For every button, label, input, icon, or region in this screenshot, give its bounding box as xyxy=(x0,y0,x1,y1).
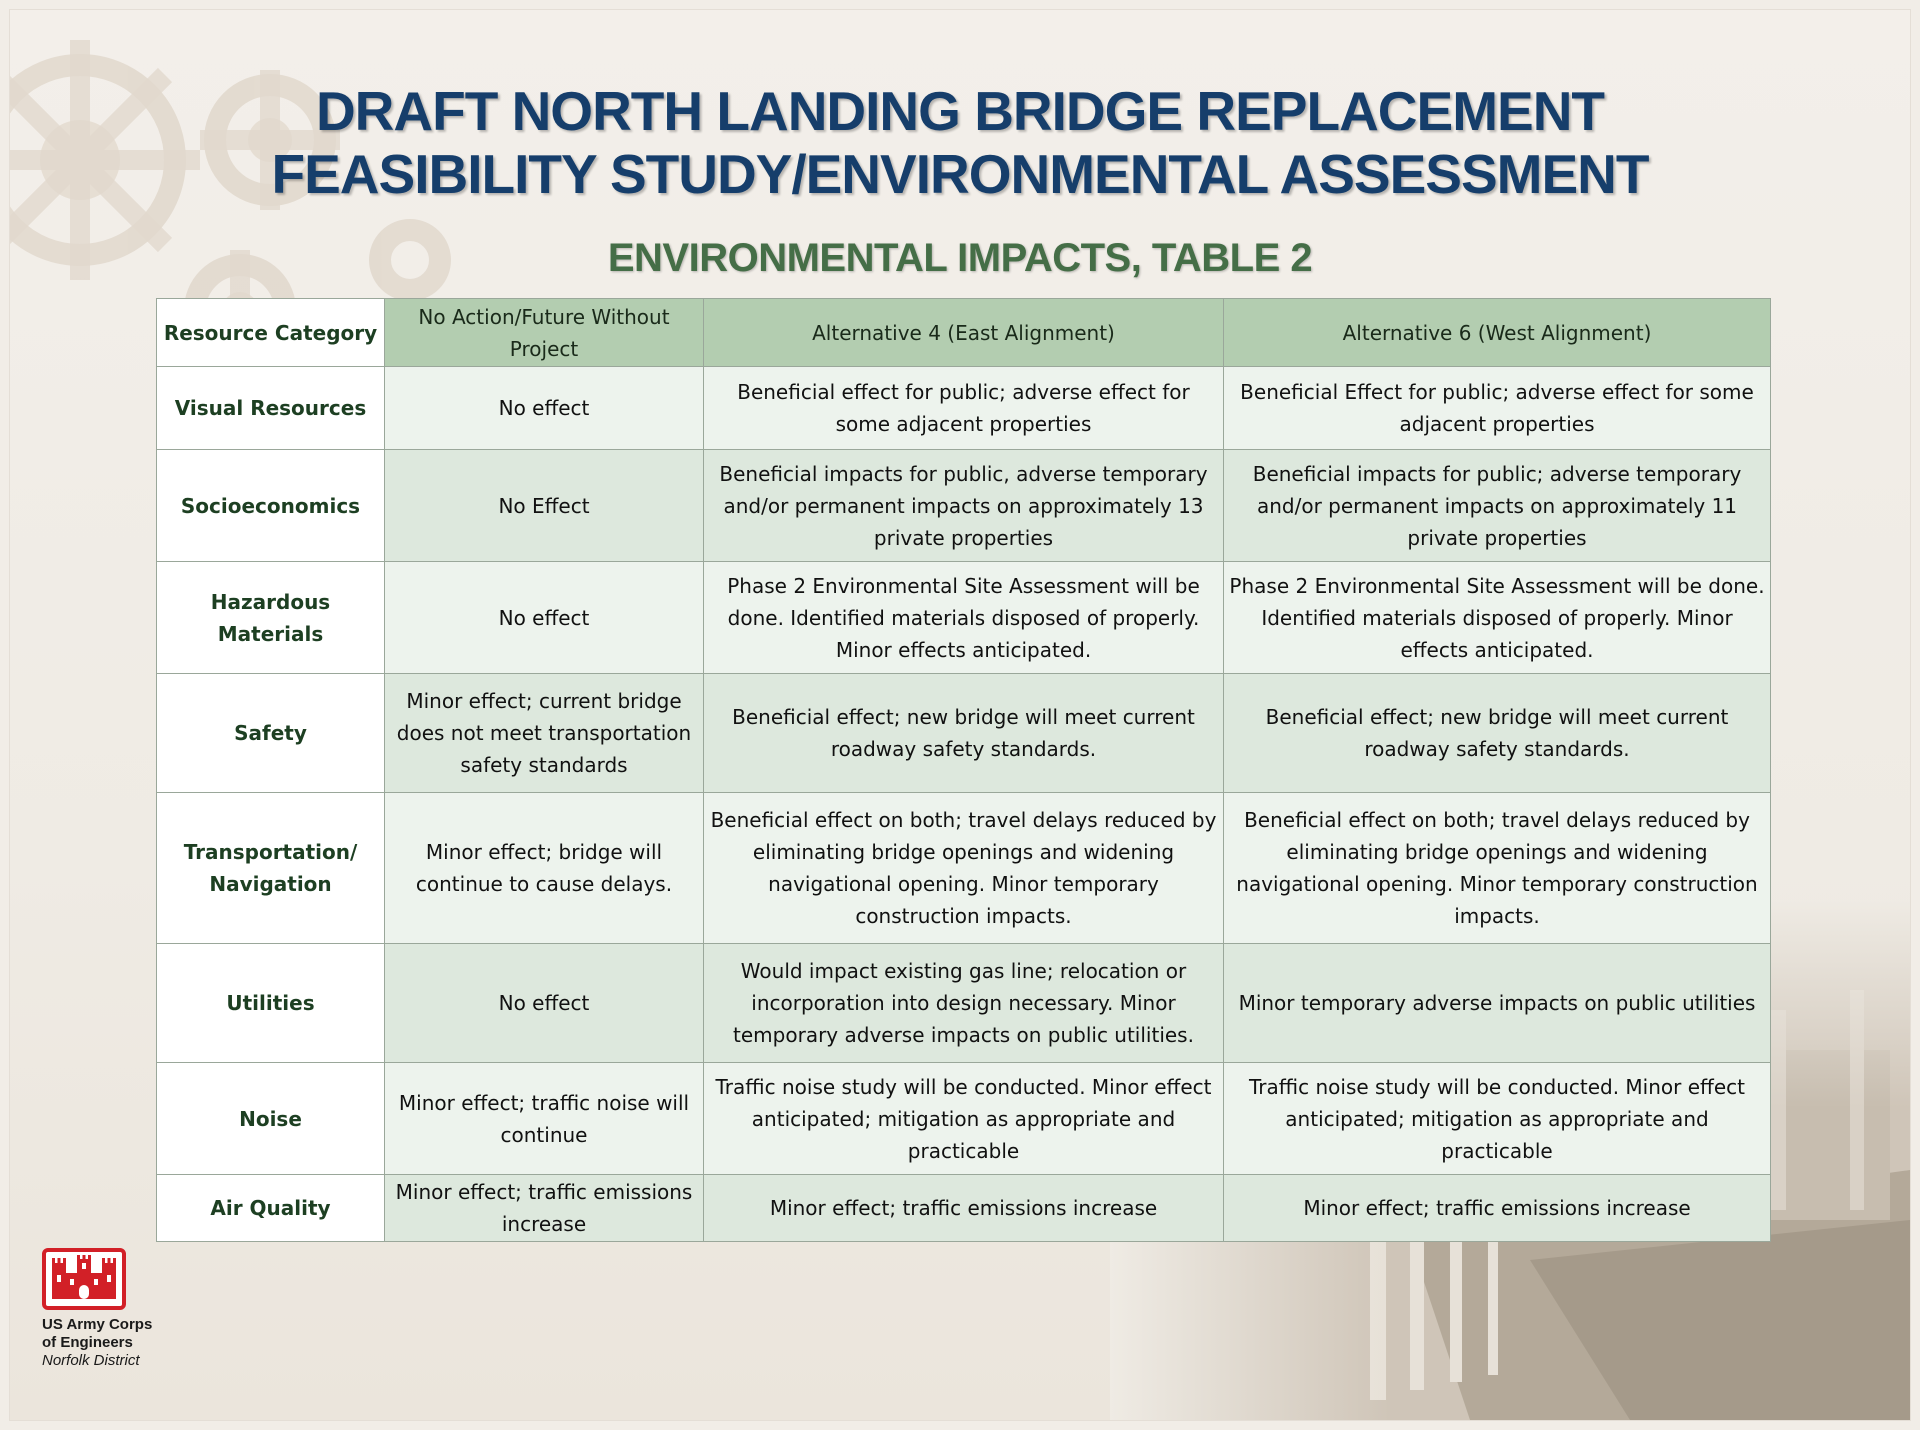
cell-alternative-6: Beneficial impacts for public; adverse temporary and/or permanent impacts on approximately 11 private properties xyxy=(1224,450,1771,562)
cell-alternative-4: Beneficial effect on both; travel delays reduced by eliminating bridge openings and widening navigational opening. Minor temporary construction impacts. xyxy=(704,793,1224,944)
cell-no-action: Minor effect; bridge will continue to cause delays. xyxy=(385,793,704,944)
page-title xyxy=(10,80,1910,206)
environmental-impacts-table xyxy=(156,298,1771,1242)
table-row xyxy=(157,367,1771,450)
page-subtitle: ENVIRONMENTAL IMPACTS, TABLE 2 xyxy=(607,236,1313,280)
cell-alternative-4: Beneficial effect; new bridge will meet current roadway safety standards. xyxy=(704,674,1224,793)
usace-logo xyxy=(42,1248,152,1370)
cell-alternative-4: Phase 2 Environmental Site Assessment will be done. Identified materials disposed of properly. Minor effects anticipated. xyxy=(704,562,1224,674)
logo-line-3: Norfolk District xyxy=(42,1352,140,1369)
row-category: Air Quality xyxy=(157,1175,385,1242)
table-header-row xyxy=(157,299,1771,367)
cell-alternative-4: Beneficial effect for public; adverse effect for some adjacent properties xyxy=(704,367,1224,450)
cell-alternative-6: Traffic noise study will be conducted. Minor effect anticipated; mitigation as appropriate and practicable xyxy=(1224,1063,1771,1175)
cell-no-action: Minor effect; traffic emissions increase xyxy=(385,1175,704,1242)
row-category: Safety xyxy=(157,674,385,793)
table-row xyxy=(157,1063,1771,1175)
castle-icon xyxy=(42,1248,126,1310)
cell-alternative-4: Minor effect; traffic emissions increase xyxy=(704,1175,1224,1242)
header-resource-category: Resource Category xyxy=(157,299,385,367)
cell-alternative-4: Traffic noise study will be conducted. Minor effect anticipated; mitigation as appropriate and practicable xyxy=(704,1063,1224,1175)
cell-alternative-6: Minor effect; traffic emissions increase xyxy=(1224,1175,1771,1242)
header-alternative-6: Alternative 6 (West Alignment) xyxy=(1224,299,1771,367)
cell-no-action: No Effect xyxy=(385,450,704,562)
logo-line-2: of Engineers xyxy=(42,1334,133,1351)
title-line-1: DRAFT NORTH LANDING BRIDGE REPLACEMENT xyxy=(315,80,1605,142)
table-row xyxy=(157,674,1771,793)
cell-no-action: Minor effect; traffic noise will continue xyxy=(385,1063,704,1175)
cell-no-action: No effect xyxy=(385,367,704,450)
cell-alternative-6: Beneficial effect; new bridge will meet current roadway safety standards. xyxy=(1224,674,1771,793)
cell-alternative-6: Phase 2 Environmental Site Assessment will be done. Identified materials disposed of properly. Minor effects anticipated. xyxy=(1224,562,1771,674)
table-row xyxy=(157,793,1771,944)
row-category: Noise xyxy=(157,1063,385,1175)
table-row xyxy=(157,562,1771,674)
title-line-2: FEASIBILITY STUDY/ENVIRONMENTAL ASSESSMENT xyxy=(271,143,1649,205)
row-category: Socioeconomics xyxy=(157,450,385,562)
header-alternative-4: Alternative 4 (East Alignment) xyxy=(704,299,1224,367)
table-row xyxy=(157,1175,1771,1242)
row-category: Transportation/ Navigation xyxy=(157,793,385,944)
cell-no-action: No effect xyxy=(385,944,704,1063)
logo-line-1: US Army Corps xyxy=(42,1316,153,1333)
cell-alternative-4: Would impact existing gas line; relocation or incorporation into design necessary. Minor temporary adverse impacts on public utilities. xyxy=(704,944,1224,1063)
table-row xyxy=(157,450,1771,562)
cell-alternative-6: Beneficial effect on both; travel delays reduced by eliminating bridge openings and widening navigational opening. Minor temporary construction impacts. xyxy=(1224,793,1771,944)
row-category: Hazardous Materials xyxy=(157,562,385,674)
row-category: Utilities xyxy=(157,944,385,1063)
cell-no-action: No effect xyxy=(385,562,704,674)
row-category: Visual Resources xyxy=(157,367,385,450)
cell-alternative-4: Beneficial impacts for public, adverse temporary and/or permanent impacts on approximately 13 private properties xyxy=(704,450,1224,562)
cell-alternative-6: Minor temporary adverse impacts on public utilities xyxy=(1224,944,1771,1063)
cell-no-action: Minor effect; current bridge does not meet transportation safety standards xyxy=(385,674,704,793)
cell-alternative-6: Beneficial Effect for public; adverse effect for some adjacent properties xyxy=(1224,367,1771,450)
header-no-action: No Action/Future Without Project xyxy=(385,299,704,367)
logo-text xyxy=(42,1316,152,1370)
table-row xyxy=(157,944,1771,1063)
